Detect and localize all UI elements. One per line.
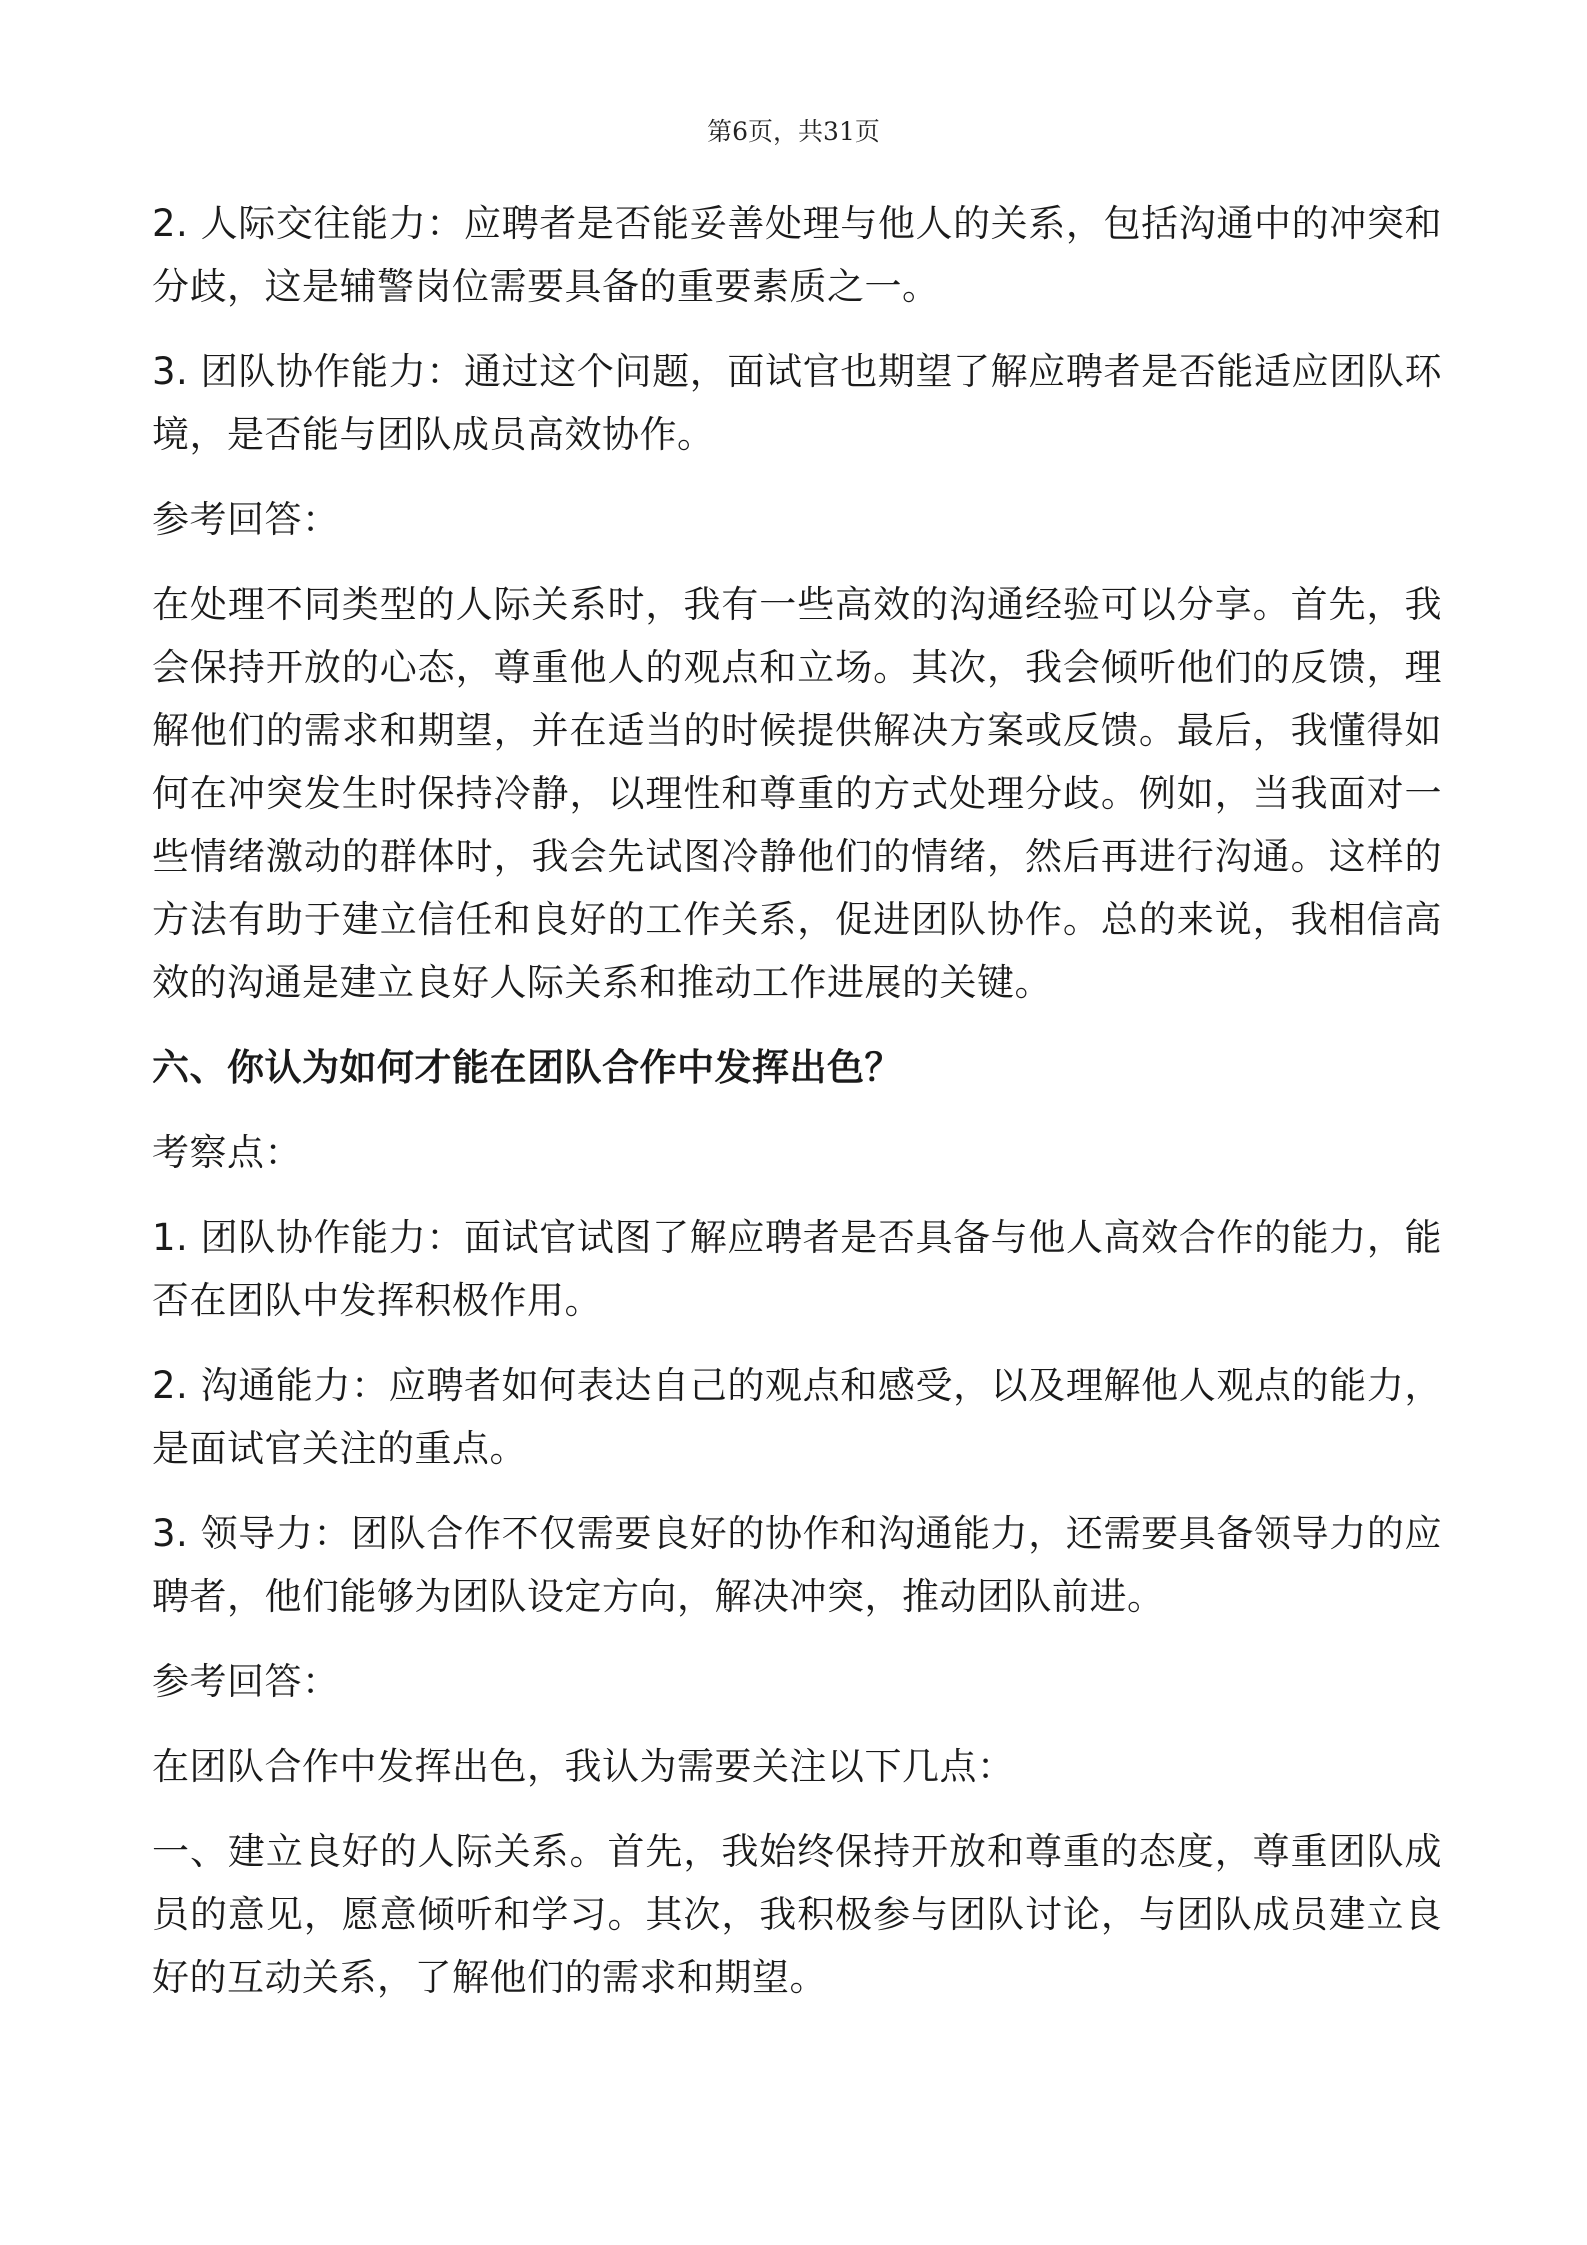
paragraph-point-communication: 2. 沟通能力：应聘者如何表达自己的观点和感受，以及理解他人观点的能力，是面试官关注的重点。 xyxy=(152,1364,1442,1470)
document-body xyxy=(152,192,1442,2031)
paragraph-answer-intro: 在团队合作中发挥出色，我认为需要关注以下几点： xyxy=(152,1745,1015,1788)
paragraph-point-leadership: 3. 领导力：团队合作不仅需要良好的协作和沟通能力，还需要具备领导力的应聘者，他们能够为团队设定方向，解决冲突，推动团队前进。 xyxy=(152,1512,1442,1618)
paragraph-teamwork-ability: 3. 团队协作能力：通过这个问题，面试官也期望了解应聘者是否能适应团队环境，是否能与团队成员高效协作。 xyxy=(152,350,1442,456)
paragraph-interpersonal-ability: 2. 人际交往能力：应聘者是否能妥善处理与他人的关系，包括沟通中的冲突和分歧，这是辅警岗位需要具备的重要素质之一。 xyxy=(152,202,1442,308)
paragraph-point-teamwork: 1. 团队协作能力：面试官试图了解应聘者是否具备与他人高效合作的能力，能否在团队中发挥积极作用。 xyxy=(152,1216,1442,1322)
paragraph-answer-relationships: 一、建立良好的人际关系。首先，我始终保持开放和尊重的态度，尊重团队成员的意见，愿意倾听和学习。其次，我积极参与团队讨论，与团队成员建立良好的互动关系，了解他们的需求和期望。 xyxy=(152,1830,1442,1999)
label-assessment-points: 考察点： xyxy=(152,1131,302,1174)
paragraph-answer-communication: 在处理不同类型的人际关系时，我有一些高效的沟通经验可以分享。首先，我会保持开放的心态，尊重他人的观点和立场。其次，我会倾听他们的反馈，理解他们的需求和期望，并在适当的时候提供解决方案或反馈。最后，我懂得如何在冲突发生时保持冷静，以理性和尊重的方式处理分歧。例如，当我面对一些情绪激动的群体时，我会先试图冷静他们的情绪，然后再进行沟通。这样的方法有助于建立信任和良好的工作关系，促进团队协作。总的来说，我相信高效的沟通是建立良好人际关系和推动工作进展的关键。 xyxy=(152,583,1442,1004)
question-heading-six: 六、你认为如何才能在团队合作中发挥出色？ xyxy=(152,1046,902,1089)
label-reference-answer-2: 参考回答： xyxy=(152,1660,340,1703)
page-number-indicator: 第6页，共31页 xyxy=(707,117,880,146)
label-reference-answer: 参考回答： xyxy=(152,498,340,541)
